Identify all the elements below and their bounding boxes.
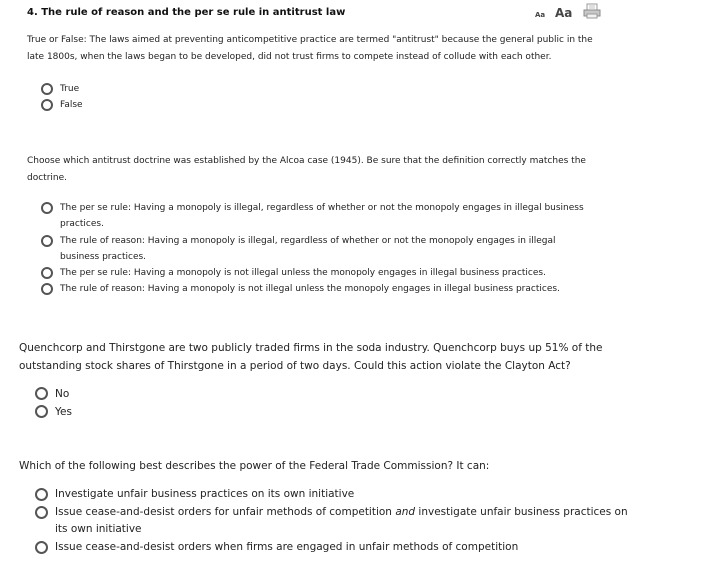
- printer-icon[interactable]: [583, 3, 601, 19]
- option-label: True: [60, 84, 80, 94]
- question-clayton-act: [19, 339, 619, 421]
- question-header: [27, 7, 607, 21]
- option-label: Yes: [55, 406, 72, 418]
- increase-font-size-button[interactable]: Aa: [555, 6, 573, 20]
- answer-option[interactable]: [35, 504, 630, 539]
- option-label: The rule of reason: Having a monopoly is not illegal unless the monopoly engages in illegal business practices.: [60, 284, 560, 295]
- answer-options: [19, 385, 619, 421]
- option-label: [55, 506, 628, 536]
- question-alcoa-doctrine: [27, 153, 602, 298]
- option-label-part: investigate unfair business practices on its own initiative: [55, 505, 628, 535]
- question-title: 4. The rule of reason and the per se rule in antitrust law: [27, 7, 346, 18]
- radio-button[interactable]: [41, 267, 53, 279]
- radio-button[interactable]: [35, 541, 48, 554]
- answer-option[interactable]: [41, 200, 590, 233]
- option-label: The per se rule: Having a monopoly is illegal, regardless of whether or not the monopoly engages in illegal business practices.: [60, 203, 584, 230]
- answer-option[interactable]: [35, 539, 630, 557]
- answer-option-no[interactable]: [35, 385, 619, 403]
- option-label: Issue cease-and-desist orders when firms are engaged in unfair methods of competition: [55, 540, 519, 553]
- answer-option[interactable]: [35, 486, 630, 504]
- question-ftc-power: [19, 457, 634, 556]
- answer-option-false[interactable]: [41, 97, 597, 113]
- radio-button[interactable]: [35, 488, 48, 501]
- question-text: Quenchcorp and Thirstgone are two publicly traded firms in the soda industry. Quenchcorp buys up 51% of the outstanding stock shares of Thirstgone in a period of two days. Could this action violate the Clayton Act?: [19, 342, 603, 372]
- radio-button[interactable]: [41, 202, 53, 214]
- answer-option[interactable]: [41, 281, 590, 297]
- radio-button[interactable]: [41, 99, 53, 111]
- option-label: The rule of reason: Having a monopoly is illegal, regardless of whether or not the monopoly engages in illegal business practices.: [60, 235, 556, 262]
- option-label: No: [55, 388, 70, 400]
- radio-button[interactable]: [41, 235, 53, 247]
- radio-button[interactable]: [35, 506, 48, 519]
- answer-option-yes[interactable]: [35, 403, 619, 421]
- answer-options: [27, 200, 602, 298]
- answer-option[interactable]: [41, 265, 590, 281]
- radio-button[interactable]: [35, 405, 48, 418]
- option-label: False: [60, 100, 83, 110]
- question-text: True or False: The laws aimed at preventing anticompetitive practice are termed "antitrust" because the general public in the late 1800s, when the laws began to be developed, did not trust firms to compete instead of collude with each other.: [27, 35, 593, 62]
- option-label: The per se rule: Having a monopoly is not illegal unless the monopoly engages in illegal business practices.: [60, 268, 546, 279]
- answer-option-true[interactable]: [41, 81, 597, 97]
- radio-button[interactable]: [41, 83, 53, 95]
- answer-options: [27, 81, 597, 113]
- question-text: Which of the following best describes the power of the Federal Trade Commission? It can:: [19, 460, 490, 472]
- answer-option[interactable]: [41, 233, 590, 266]
- decrease-font-size-button[interactable]: Aa: [535, 11, 546, 19]
- option-label-emphasis: and: [395, 505, 416, 518]
- radio-button[interactable]: [41, 283, 53, 295]
- radio-button[interactable]: [35, 387, 48, 400]
- option-label: Investigate unfair business practices on its own initiative: [55, 488, 355, 500]
- question-true-false: [27, 32, 597, 113]
- option-label-part: Issue cease-and-desist orders for unfair methods of competition: [55, 505, 396, 518]
- answer-options: [19, 486, 634, 556]
- question-text: Choose which antitrust doctrine was established by the Alcoa case (1945). Be sure that the definition correctly matches the doctrine.: [27, 156, 586, 183]
